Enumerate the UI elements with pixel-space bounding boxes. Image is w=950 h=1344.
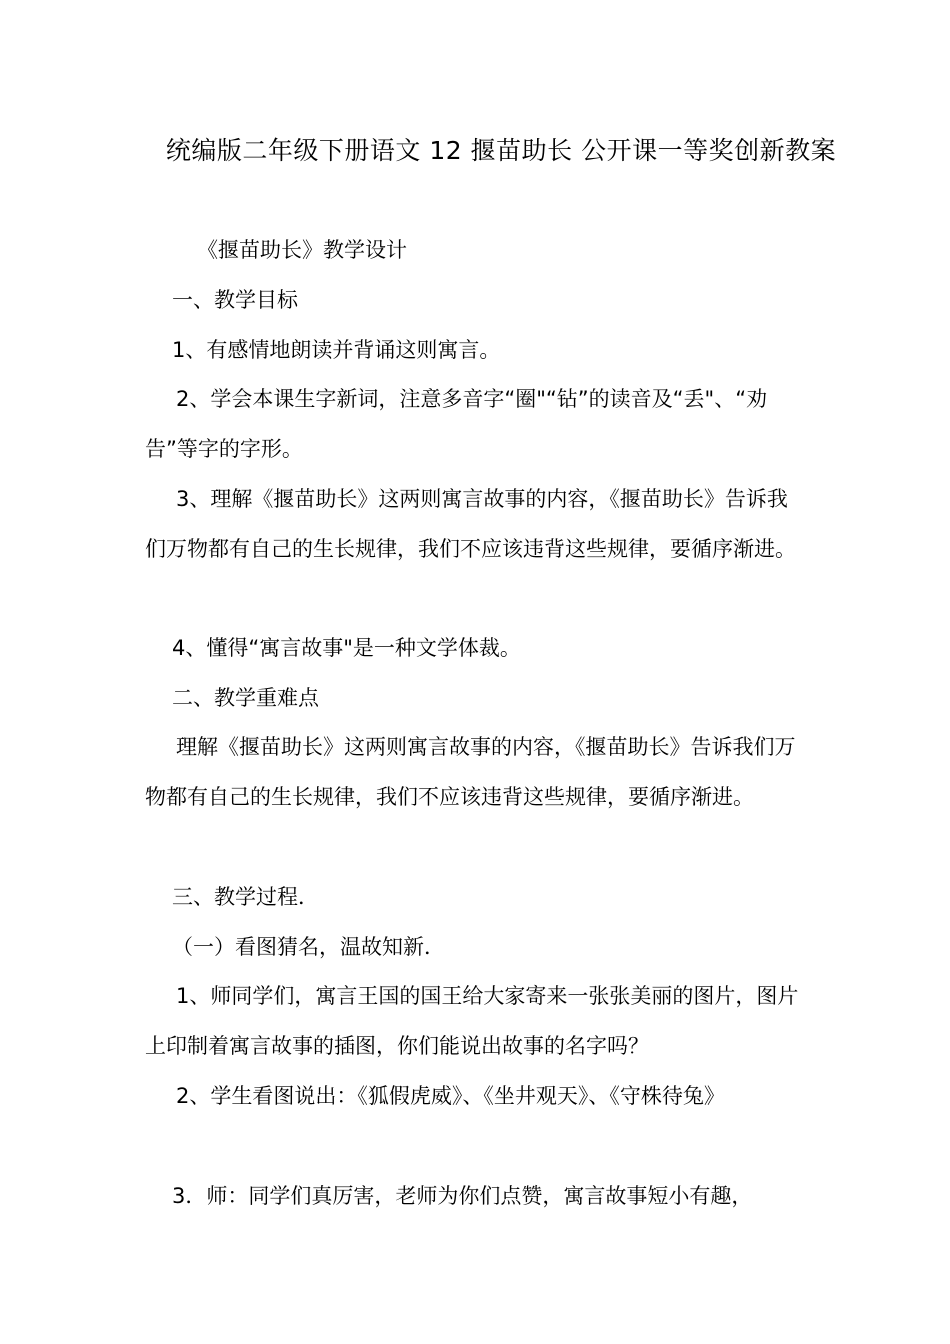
lesson-design-heading: 《揠苗助长》教学设计: [197, 238, 407, 262]
process-item-1: 1、师同学们，寓言王国的国王给大家寄来一张张美丽的图片，图片上印制着寓言故事的插图，你们能说出故事的名字吗？: [145, 984, 799, 1058]
objective-3: 3、理解《揠苗助长》这两则寓言故事的内容，《揠苗助长》告诉我们万物都有自己的生长规律，我们不应该违背这些规律，要循序渐进。: [145, 487, 796, 561]
process-item-2: 2、学生看图说出：《狐假虎威》、《坐井观天》、《守株待兔》: [176, 1084, 725, 1108]
process-step-heading-1: （一）看图猜名，温故知新．: [172, 935, 445, 959]
section-heading-key-points: 二、教学重难点: [172, 686, 319, 710]
objective-1: 1、有感情地朗读并背诵这则寓言。: [172, 338, 501, 362]
key-points-text: 理解《揠苗助长》这两则寓言故事的内容，《揠苗助长》告诉我们万物都有自己的生长规律，我们不应该违背这些规律，要循序渐进。: [145, 735, 796, 809]
document-title: 统编版二年级下册语文 12 揠苗助长 公开课一等奖创新教案: [165, 136, 837, 165]
objective-4: 4、懂得“寓言故事"是一种文学体裁。: [172, 636, 521, 660]
process-item-3: 3．师：同学们真厉害，老师为你们点赞，寓言故事短小有趣，: [172, 1184, 753, 1208]
objective-2: 2、学会本课生字新词，注意多音字“圈"“钻”的读音及“丢"、“劝告”等字的字形。: [145, 387, 768, 461]
section-heading-objectives: 一、教学目标: [172, 288, 298, 312]
section-heading-process: 三、教学过程．: [172, 885, 319, 909]
